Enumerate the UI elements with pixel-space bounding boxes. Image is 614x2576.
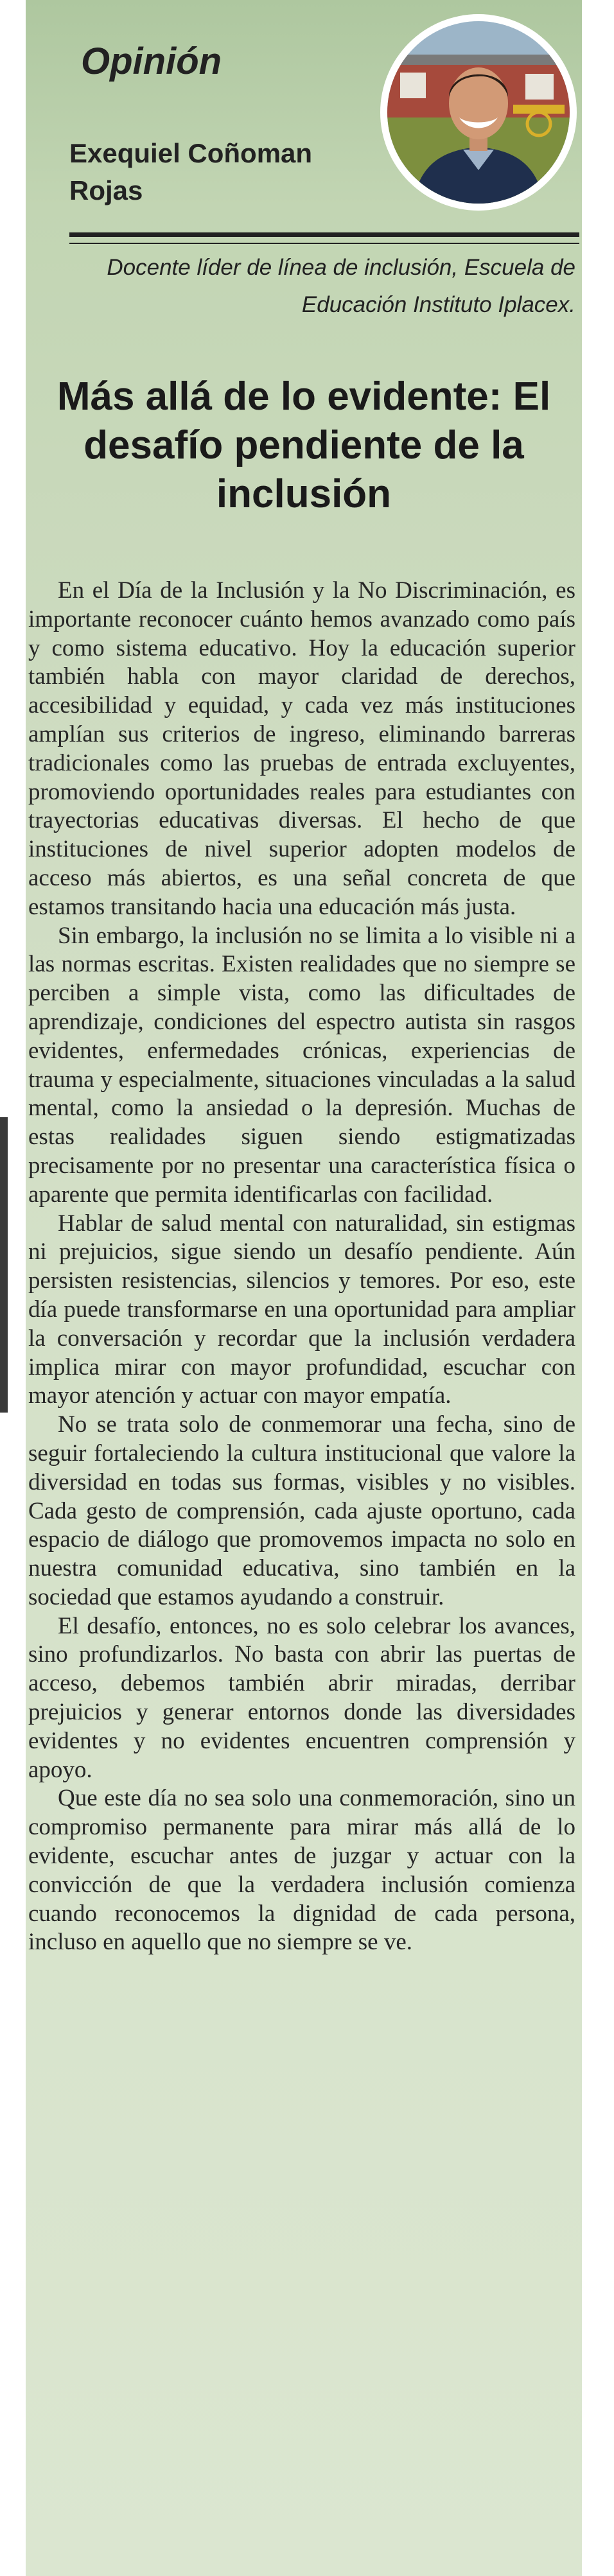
body-paragraph: Que este día no sea solo una conmemoración, sino un compromiso permanente para mirar más allá de lo evidente, escuchar antes de juzgar y actuar con la convicción de que la verdadera inclusión comienza cuando reconocemos la dignidad de cada persona, incluso en aquello que no siempre se ve.: [28, 1785, 575, 1956]
opinion-column: [26, 0, 582, 2576]
article-title: Más allá de lo evidente: El desafío pendiente de la inclusión: [57, 374, 551, 516]
header-rule-thick: [69, 232, 579, 237]
article-body: [28, 577, 575, 1957]
header-rule-thin: [69, 243, 579, 244]
body-paragraph: Hablar de salud mental con naturalidad, sin estigmas ni prejuicios, sigue siendo un desafío pendiente. Aún persisten resistencias, silencios y temores. Por eso, este día puede transformarse en una oportunidad para ampliar la conversación y recordar que la inclusión verdadera implica mirar con mayor profundidad, escuchar con mayor atención y actuar con mayor empatía.: [28, 1210, 575, 1409]
column-header: [26, 0, 582, 334]
author-role: Docente líder de línea de inclusión, Escuela de Educación Instituto Iplacex.: [107, 255, 575, 317]
margin-mark: [0, 1117, 8, 1413]
author-portrait-image: [387, 21, 570, 204]
author-name: Exequiel Coñoman Rojas: [69, 138, 313, 205]
body-paragraph: El desafío, entonces, no es solo celebrar los avances, sino profundizarlos. No basta con abrir las puertas de acceso, debemos también abrir miradas, derribar prejuicios y generar entornos donde las diversidades evidentes y no evidentes encuentren comprensión y apoyo.: [28, 1612, 575, 1783]
author-photo: [380, 14, 577, 211]
body-paragraph: Sin embargo, la inclusión no se limita a lo visible ni a las normas escritas. Existen realidades que no siempre se perciben a simple vista, como las dificultades de aprendizaje, condiciones del espectro autista sin rasgos evidentes, enfermedades crónicas, experiencias de trauma y especialmente, situaciones vinculadas a la salud mental, como la ansiedad o la depresión. Muchas de estas realidades siguen siendo estigmatizadas precisamente por no presentar una característica física o aparente que permita identificarlas con facilidad.: [28, 922, 575, 1208]
section-label: Opinión: [81, 40, 222, 82]
body-paragraph: No se trata solo de conmemorar una fecha, sino de seguir fortaleciendo la cultura institucional que valore la diversidad en todas sus formas, visibles y no visibles. Cada gesto de comprensión, cada ajuste oportuno, cada espacio de diálogo que promovemos impacta no solo en nuestra comunidad educativa, sino también en la sociedad que estamos ayudando a construir.: [28, 1411, 575, 1610]
body-paragraph: En el Día de la Inclusión y la No Discriminación, es importante reconocer cuánto hemos avanzado como país y como sistema educativo. Hoy la educación superior también habla con mayor claridad de derechos, accesibilidad y equidad, y cada vez más instituciones amplían sus criterios de ingreso, eliminando barreras tradicionales como las pruebas de entrada excluyentes, promoviendo oportunidades reales para estudiantes con trayectorias educativas diversas. El hecho de que instituciones de nivel superior adopten modelos de acceso más abiertos, es una señal concreta de que estamos transitando hacia una educación más justa.: [28, 577, 575, 920]
